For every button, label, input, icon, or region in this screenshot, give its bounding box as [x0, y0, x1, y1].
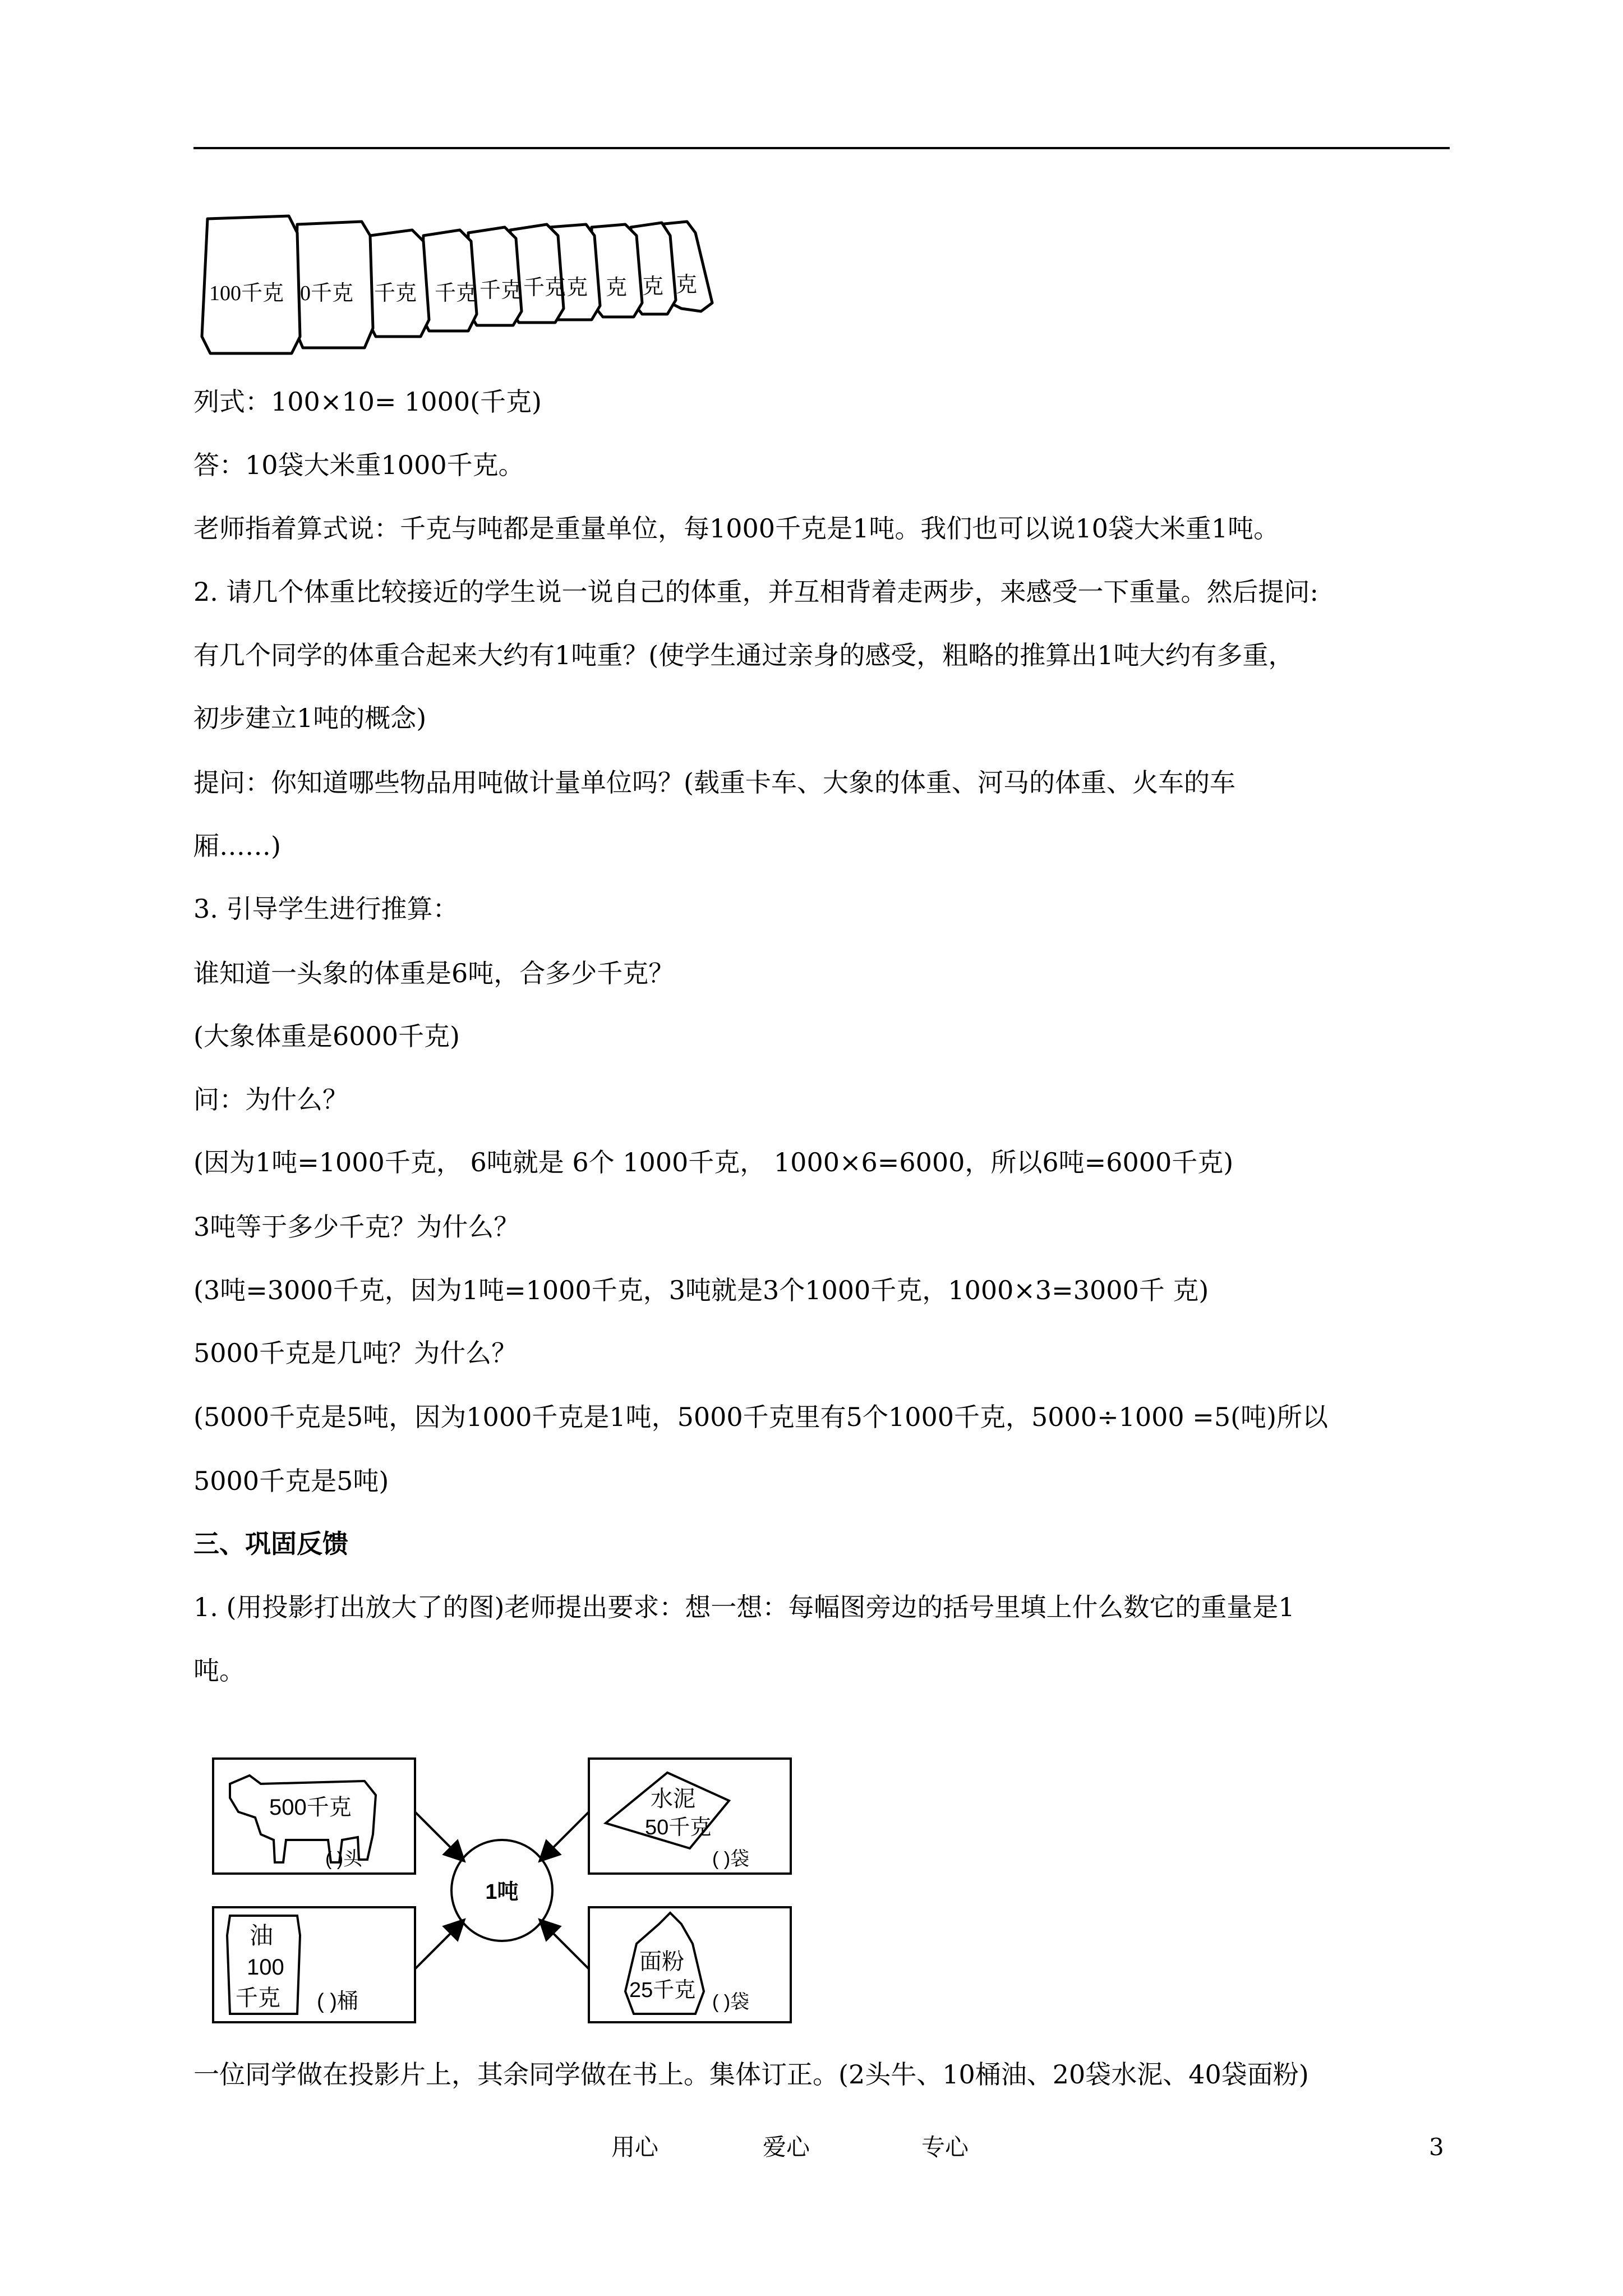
text-line-4: 2. 请几个体重比较接近的学生说一说自己的体重，并互相背着走两步，来感受一下重量。然后提问: [193, 577, 1319, 607]
exercise-1-line-1: 1. (用投影打出放大了的图)老师提出要求：想一想：每幅图旁边的括号里填上什么数它的重量是1 [193, 1592, 1295, 1622]
flour-name: 面粉 [639, 1949, 684, 1974]
sack-label-10: 克 [676, 273, 698, 297]
text-line-1: 列式：100×10= 1000(千克) [193, 386, 542, 417]
sack-label-4: 千克 [435, 282, 478, 305]
text-line-13: (因为1吨=1000千克， 6吨就是 6个 1000千克， 1000×6=6000，所以6吨=6000千克) [193, 1147, 1234, 1177]
text-line-15: (3吨=3000千克，因为1吨=1000千克，3吨就是3个1000千克，1000×3=3000千 克) [193, 1275, 1209, 1305]
cement-weight: 50千克 [645, 1816, 712, 1839]
text-line-6: 初步建立1吨的概念) [193, 703, 427, 733]
oil-blank: ( )桶 [317, 1990, 358, 2013]
sack-label-8: 克 [606, 276, 628, 300]
text-line-3: 老师指着算式说：千克与吨都是重量单位，每1000千克是1吨。我们也可以说10袋大米重1吨。 [193, 513, 1280, 544]
section-heading: 三、巩固反馈 [193, 1529, 348, 1559]
text-line-17: (5000千克是5吨，因为1000千克是1吨，5000千克里有5个1000千克，5000÷1000 =5(吨)所以 [193, 1402, 1329, 1432]
page-number: 3 [1429, 2133, 1444, 2161]
oil-name: 油 [250, 1922, 274, 1949]
text-line-9: 3. 引导学生进行推算： [193, 894, 459, 924]
rice-sacks-illustration [199, 210, 726, 362]
cement-name: 水泥 [651, 1787, 695, 1811]
sack-label-3: 千克 [374, 282, 417, 305]
center-label: 1吨 [485, 1880, 519, 1904]
text-line-18: 5000千克是5吨) [193, 1466, 389, 1496]
flour-box [589, 1907, 791, 2022]
text-line-11: (大象体重是6000千克) [193, 1021, 460, 1051]
sack-label-5: 千克 [479, 279, 523, 302]
footer-left: 用心 [611, 2133, 659, 2161]
flour-weight: 25千克 [629, 1978, 696, 2002]
text-line-12: 问：为什么？ [193, 1084, 348, 1115]
sack-label-7: 克 [566, 276, 588, 300]
footer-right: 专心 [921, 2133, 969, 2161]
sack-label-2: 0千克 [300, 282, 354, 305]
cow-weight: 500千克 [269, 1795, 352, 1820]
text-line-7: 提问：你知道哪些物品用吨做计量单位吗？(载重卡车、大象的体重、河马的体重、火车的车 [193, 767, 1235, 798]
text-line-14: 3吨等于多少千克？为什么？ [193, 1212, 520, 1242]
flour-blank: ( )袋 [712, 1991, 750, 2013]
text-line-2: 答：10袋大米重1000千克。 [193, 450, 524, 480]
text-line-16: 5000千克是几吨？为什么？ [193, 1338, 518, 1368]
arrow-oil [415, 1921, 463, 1969]
arrow-flour [541, 1921, 589, 1969]
sack-label-9: 克 [642, 275, 664, 298]
sack-label-6: 千克 [523, 276, 566, 300]
oil-weight-unit: 千克 [236, 1986, 280, 2010]
text-line-8: 厢……) [193, 831, 281, 861]
sack-label-1: 100千克 [209, 282, 284, 305]
exercise-1-line-2: 吨。 [193, 1655, 245, 1686]
oil-weight-number: 100 [247, 1955, 284, 1980]
footer-middle: 爱心 [763, 2133, 810, 2161]
cow-blank: ( )头 [325, 1848, 363, 1870]
closing-line: 一位同学做在投影片上，其余同学做在书上。集体订正。(2头牛、10桶油、20袋水泥、40袋面粉) [193, 2059, 1309, 2090]
arrow-cement [541, 1812, 589, 1860]
arrow-cow [415, 1812, 463, 1860]
one-ton-diagram [208, 1750, 802, 2031]
cement-blank: ( )袋 [712, 1848, 750, 1870]
text-line-5: 有几个同学的体重合起来大约有1吨重？(使学生通过亲身的感受，粗略的推算出1吨大约有多重， [193, 640, 1294, 670]
header-rule [193, 147, 1450, 149]
text-line-10: 谁知道一头象的体重是6吨，合多少千克？ [193, 958, 675, 988]
